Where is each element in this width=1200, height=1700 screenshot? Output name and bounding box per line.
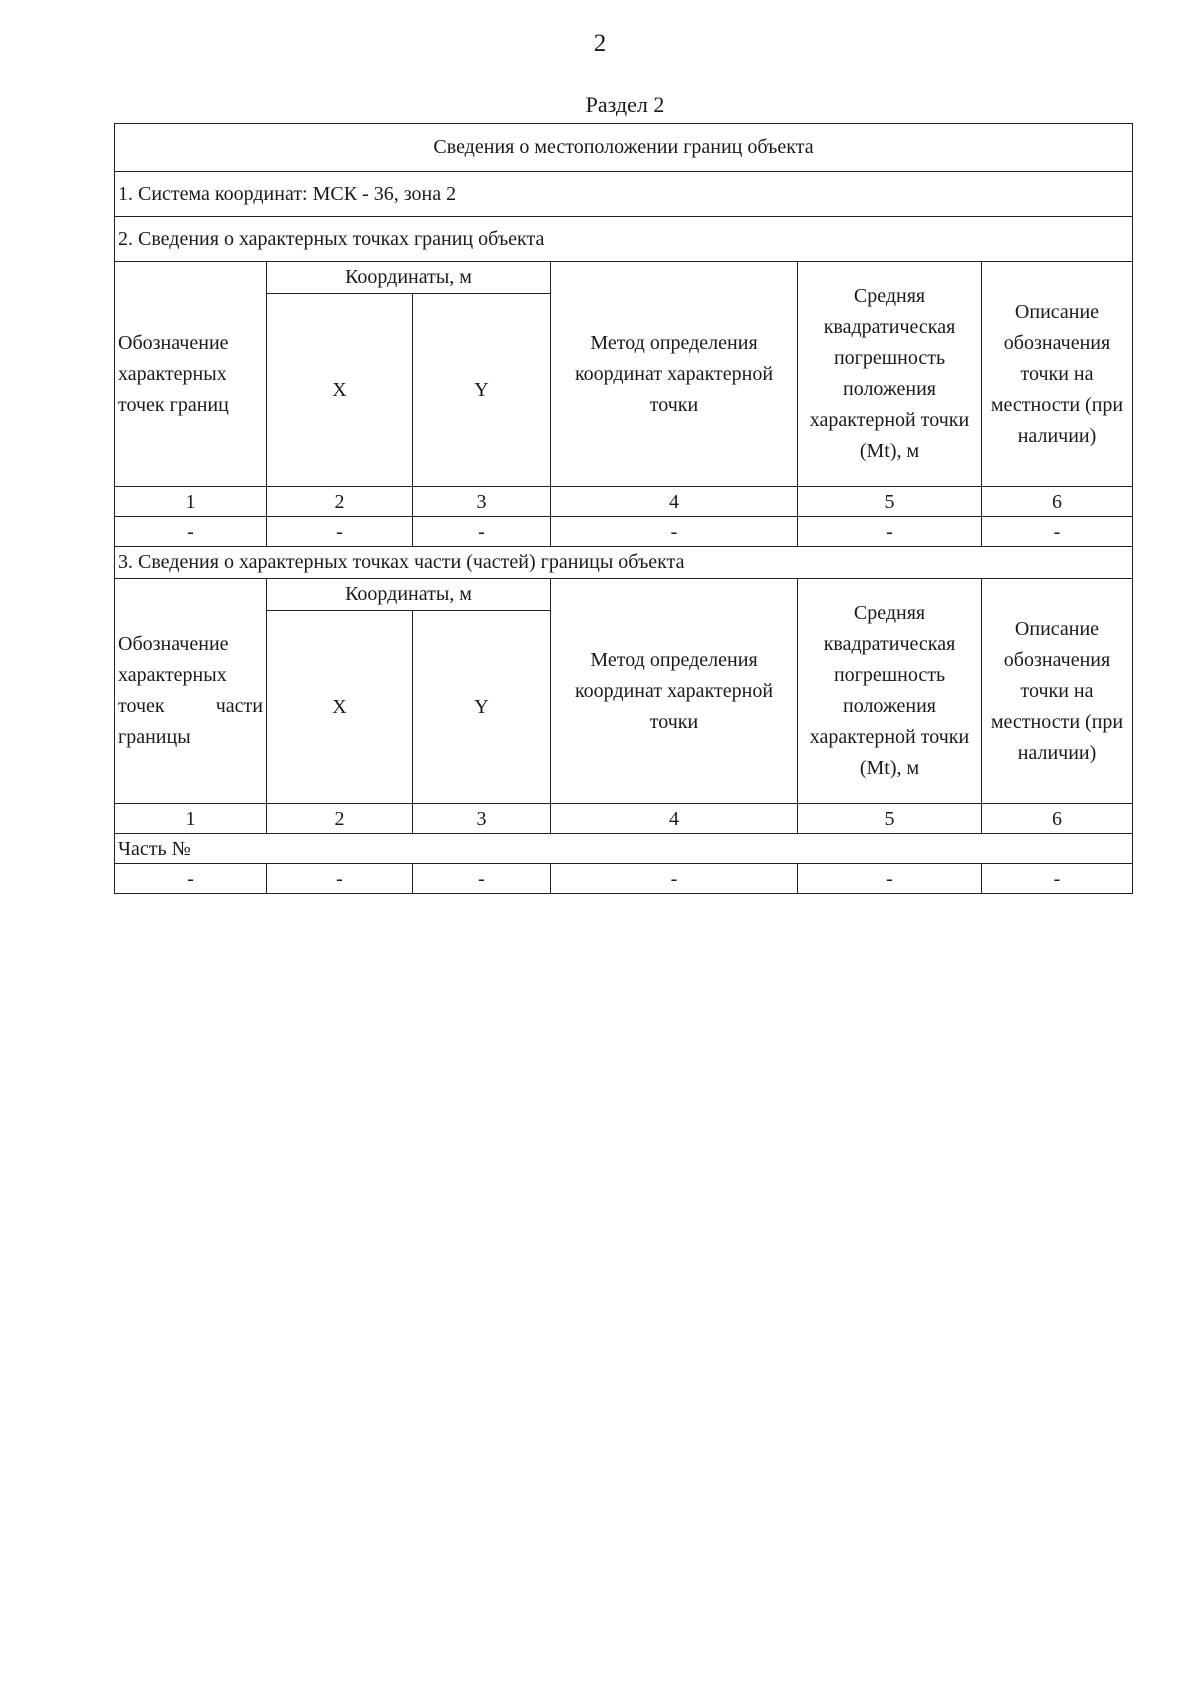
column-number: 1: [115, 487, 267, 517]
header-error: Средняя квадратическая погрешность положения характерной точки (Mt), м: [798, 579, 982, 804]
column-number: 3: [413, 487, 551, 517]
section3-column-numbers: [115, 804, 1133, 834]
part-row: [115, 834, 1133, 864]
column-number: 5: [798, 487, 982, 517]
column-number: 4: [551, 804, 798, 834]
section3-title-row: [115, 547, 1133, 579]
header-error: Средняя квадратическая погрешность положения характерной точки (Mt), м: [798, 262, 982, 487]
table-cell: -: [798, 517, 982, 547]
column-number: 5: [798, 804, 982, 834]
section2-column-numbers: [115, 487, 1133, 517]
table-cell: -: [798, 864, 982, 894]
table-cell: -: [115, 517, 267, 547]
column-number: 6: [982, 487, 1133, 517]
page-number: 2: [593, 30, 607, 57]
header-designation: Обозначение характерных точек границ: [115, 262, 267, 487]
table-title: Сведения о местоположении границ объекта: [115, 124, 1133, 172]
column-number: 4: [551, 487, 798, 517]
table-cell: -: [413, 864, 551, 894]
header-y: Y: [413, 294, 551, 487]
table-cell: -: [551, 864, 798, 894]
section-label: Раздел 2: [585, 92, 665, 117]
column-number: 6: [982, 804, 1133, 834]
header-method: Метод определения координат характерной точки: [551, 579, 798, 804]
table-title-row: [115, 124, 1133, 172]
table-cell: -: [267, 517, 413, 547]
table-cell: -: [413, 517, 551, 547]
header-x: X: [267, 611, 413, 804]
section2-title-row: [115, 217, 1133, 262]
table-cell: -: [267, 864, 413, 894]
header-y: Y: [413, 611, 551, 804]
coord-system: 1. Система координат: МСК - 36, зона 2: [115, 172, 1133, 217]
header-description: Описание обозначения точки на местности (при наличии): [982, 262, 1133, 487]
header-designation-part: Обозначение характерных точек части границы: [115, 579, 267, 804]
header-method: Метод определения координат характерной точки: [551, 262, 798, 487]
column-number: 2: [267, 804, 413, 834]
section3-title: 3. Сведения о характерных точках части (частей) границы объекта: [115, 547, 1133, 579]
table-cell: -: [551, 517, 798, 547]
boundary-table: [114, 123, 1133, 894]
header-coordinates: Координаты, м: [267, 262, 551, 294]
column-number: 1: [115, 804, 267, 834]
header-description: Описание обозначения точки на местности (при наличии): [982, 579, 1133, 804]
section2-title: 2. Сведения о характерных точках границ объекта: [115, 217, 1133, 262]
section3-header-row-1: [115, 579, 1133, 611]
table-row: [115, 517, 1133, 547]
table-cell: -: [115, 864, 267, 894]
part-label: Часть №: [115, 834, 1133, 864]
header-x: X: [267, 294, 413, 487]
table-cell: -: [982, 517, 1133, 547]
header-coordinates: Координаты, м: [267, 579, 551, 611]
coord-system-row: [115, 172, 1133, 217]
column-number: 3: [413, 804, 551, 834]
column-number: 2: [267, 487, 413, 517]
table-row: [115, 864, 1133, 894]
section2-header-row-1: [115, 262, 1133, 294]
table-cell: -: [982, 864, 1133, 894]
